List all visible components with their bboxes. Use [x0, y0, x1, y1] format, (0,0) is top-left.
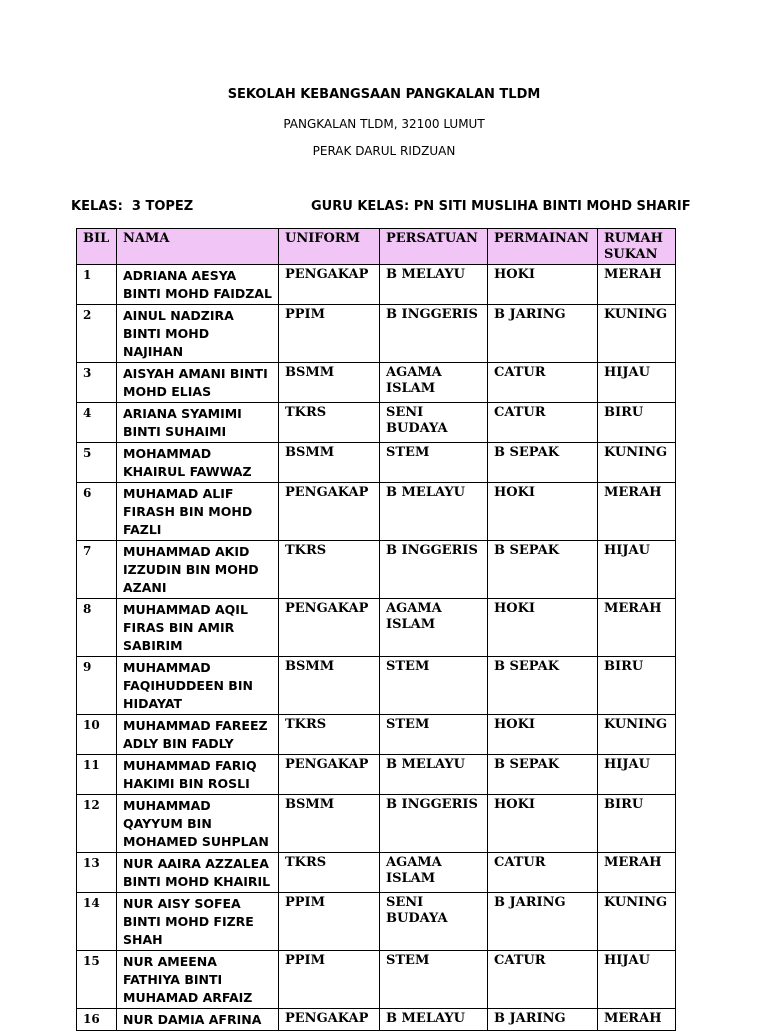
- cell-uniform: BSMM: [279, 443, 380, 483]
- cell-uniform: PPIM: [279, 951, 380, 1009]
- cell-nama: MUHAMMAD FAREEZ ADLY BIN FADLY: [117, 715, 279, 755]
- cell-uniform: PENGAKAP: [279, 599, 380, 657]
- table-header-row: [77, 229, 676, 265]
- class-teacher-label: GURU KELAS: PN SITI MUSLIHA BINTI MOHD SHARIF: [311, 199, 691, 214]
- cell-nama: ADRIANA AESYA BINTI MOHD FAIDZAL: [117, 265, 279, 305]
- cell-permainan: B SEPAK: [488, 443, 598, 483]
- table-row: [77, 403, 676, 443]
- cell-permainan: B JARING: [488, 305, 598, 363]
- cell-uniform: BSMM: [279, 795, 380, 853]
- cell-uniform: PENGAKAP: [279, 265, 380, 305]
- cell-rumah-sukan: KUNING: [598, 715, 676, 755]
- cell-nama: MUHAMMAD FAQIHUDDEEN BIN HIDAYAT: [117, 657, 279, 715]
- cell-uniform: TKRS: [279, 715, 380, 755]
- cell-persatuan: B MELAYU: [380, 755, 488, 795]
- table-row: [77, 853, 676, 893]
- cell-bil: 13: [77, 853, 117, 893]
- cell-permainan: CATUR: [488, 951, 598, 1009]
- cell-bil: 11: [77, 755, 117, 795]
- cell-bil: 5: [77, 443, 117, 483]
- cell-persatuan: SENI BUDAYA: [380, 893, 488, 951]
- cell-permainan: B SEPAK: [488, 541, 598, 599]
- class-label: KELAS: 3 TOPEZ: [71, 199, 194, 214]
- cell-uniform: TKRS: [279, 853, 380, 893]
- school-address-line-1: PANGKALAN TLDM, 32100 LUMUT: [283, 117, 485, 131]
- student-table: [76, 228, 676, 1031]
- cell-uniform: BSMM: [279, 363, 380, 403]
- cell-permainan: HOKI: [488, 795, 598, 853]
- table-row: [77, 657, 676, 715]
- cell-uniform: PENGAKAP: [279, 755, 380, 795]
- cell-uniform: TKRS: [279, 403, 380, 443]
- cell-permainan: B JARING: [488, 893, 598, 951]
- cell-persatuan: SENI BUDAYA: [380, 403, 488, 443]
- cell-bil: 10: [77, 715, 117, 755]
- cell-rumah-sukan: MERAH: [598, 483, 676, 541]
- column-header-bil: BIL: [77, 229, 117, 265]
- cell-uniform: PENGAKAP: [279, 1009, 380, 1031]
- cell-persatuan: STEM: [380, 715, 488, 755]
- table-row: [77, 443, 676, 483]
- cell-rumah-sukan: HIJAU: [598, 951, 676, 1009]
- table-row: [77, 305, 676, 363]
- cell-persatuan: AGAMA ISLAM: [380, 853, 488, 893]
- cell-persatuan: B INGGERIS: [380, 541, 488, 599]
- column-header-persatuan: PERSATUAN: [380, 229, 488, 265]
- cell-permainan: CATUR: [488, 363, 598, 403]
- cell-nama: MUHAMMAD QAYYUM BIN MOHAMED SUHPLAN: [117, 795, 279, 853]
- cell-rumah-sukan: HIJAU: [598, 363, 676, 403]
- cell-rumah-sukan: KUNING: [598, 893, 676, 951]
- cell-permainan: HOKI: [488, 599, 598, 657]
- cell-bil: 14: [77, 893, 117, 951]
- table-row: [77, 483, 676, 541]
- cell-rumah-sukan: KUNING: [598, 443, 676, 483]
- cell-bil: 15: [77, 951, 117, 1009]
- cell-rumah-sukan: BIRU: [598, 795, 676, 853]
- cell-permainan: B SEPAK: [488, 755, 598, 795]
- cell-persatuan: B MELAYU: [380, 265, 488, 305]
- cell-uniform: PENGAKAP: [279, 483, 380, 541]
- cell-uniform: PPIM: [279, 305, 380, 363]
- column-header-nama: NAMA: [117, 229, 279, 265]
- cell-nama: AISYAH AMANI BINTI MOHD ELIAS: [117, 363, 279, 403]
- cell-nama: MUHAMMAD AQIL FIRAS BIN AMIR SABIRIM: [117, 599, 279, 657]
- cell-permainan: HOKI: [488, 715, 598, 755]
- table-row: [77, 265, 676, 305]
- cell-bil: 12: [77, 795, 117, 853]
- cell-permainan: B SEPAK: [488, 657, 598, 715]
- cell-persatuan: B INGGERIS: [380, 305, 488, 363]
- cell-permainan: CATUR: [488, 853, 598, 893]
- cell-nama: NUR AAIRA AZZALEA BINTI MOHD KHAIRIL: [117, 853, 279, 893]
- table-row: [77, 755, 676, 795]
- cell-nama: MUHAMMAD AKID IZZUDIN BIN MOHD AZANI: [117, 541, 279, 599]
- cell-nama: NUR AISY SOFEA BINTI MOHD FIZRE SHAH: [117, 893, 279, 951]
- cell-nama: AINUL NADZIRA BINTI MOHD NAJIHAN: [117, 305, 279, 363]
- cell-uniform: TKRS: [279, 541, 380, 599]
- cell-bil: 7: [77, 541, 117, 599]
- cell-rumah-sukan: HIJAU: [598, 755, 676, 795]
- table-row: [77, 795, 676, 853]
- cell-rumah-sukan: HIJAU: [598, 541, 676, 599]
- cell-nama: NUR DAMIA AFRINA: [117, 1009, 279, 1031]
- cell-rumah-sukan: MERAH: [598, 599, 676, 657]
- table-row: [77, 951, 676, 1009]
- cell-permainan: B JARING: [488, 1009, 598, 1031]
- cell-persatuan: STEM: [380, 951, 488, 1009]
- cell-persatuan: AGAMA ISLAM: [380, 363, 488, 403]
- cell-rumah-sukan: BIRU: [598, 657, 676, 715]
- cell-permainan: HOKI: [488, 265, 598, 305]
- cell-persatuan: STEM: [380, 657, 488, 715]
- cell-nama: MOHAMMAD KHAIRUL FAWWAZ: [117, 443, 279, 483]
- cell-rumah-sukan: MERAH: [598, 1009, 676, 1031]
- cell-permainan: CATUR: [488, 403, 598, 443]
- table-row: [77, 1009, 676, 1031]
- cell-uniform: BSMM: [279, 657, 380, 715]
- cell-bil: 2: [77, 305, 117, 363]
- cell-rumah-sukan: BIRU: [598, 403, 676, 443]
- cell-persatuan: B MELAYU: [380, 1009, 488, 1031]
- cell-uniform: PPIM: [279, 893, 380, 951]
- cell-persatuan: B MELAYU: [380, 483, 488, 541]
- cell-bil: 6: [77, 483, 117, 541]
- cell-persatuan: STEM: [380, 443, 488, 483]
- table-row: [77, 599, 676, 657]
- column-header-rumah-sukan: RUMAH SUKAN: [598, 229, 676, 265]
- cell-bil: 1: [77, 265, 117, 305]
- table-row: [77, 541, 676, 599]
- cell-bil: 9: [77, 657, 117, 715]
- cell-nama: MUHAMMAD FARIQ HAKIMI BIN ROSLI: [117, 755, 279, 795]
- column-header-permainan: PERMAINAN: [488, 229, 598, 265]
- cell-nama: MUHAMAD ALIF FIRASH BIN MOHD FAZLI: [117, 483, 279, 541]
- cell-persatuan: AGAMA ISLAM: [380, 599, 488, 657]
- table-row: [77, 715, 676, 755]
- cell-bil: 4: [77, 403, 117, 443]
- column-header-uniform: UNIFORM: [279, 229, 380, 265]
- table-row: [77, 893, 676, 951]
- cell-bil: 3: [77, 363, 117, 403]
- school-address-line-2: PERAK DARUL RIDZUAN: [312, 144, 456, 158]
- cell-rumah-sukan: KUNING: [598, 305, 676, 363]
- cell-nama: NUR AMEENA FATHIYA BINTI MUHAMAD ARFAIZ: [117, 951, 279, 1009]
- cell-rumah-sukan: MERAH: [598, 853, 676, 893]
- school-title: SEKOLAH KEBANGSAAN PANGKALAN TLDM: [227, 87, 541, 102]
- cell-persatuan: B INGGERIS: [380, 795, 488, 853]
- cell-bil: 16: [77, 1009, 117, 1031]
- cell-bil: 8: [77, 599, 117, 657]
- table-row: [77, 363, 676, 403]
- cell-rumah-sukan: MERAH: [598, 265, 676, 305]
- cell-nama: ARIANA SYAMIMI BINTI SUHAIMI: [117, 403, 279, 443]
- cell-permainan: HOKI: [488, 483, 598, 541]
